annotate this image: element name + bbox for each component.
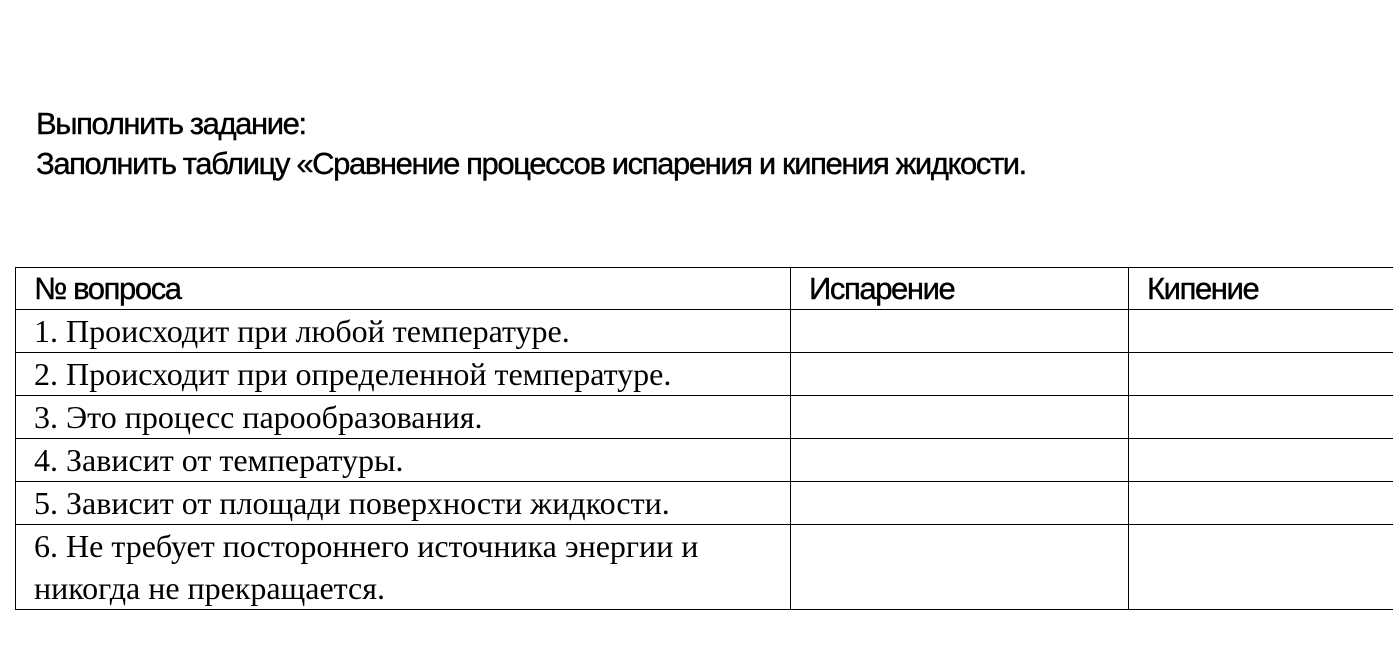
task-heading	[36, 104, 1026, 184]
task-title: Выполнить задание:	[36, 106, 306, 141]
boiling-cell	[1129, 353, 1393, 396]
evaporation-cell	[791, 525, 1129, 610]
table-row	[16, 396, 1393, 439]
question-cell: 5. Зависит от площади поверхности жидкости.	[16, 482, 791, 525]
evaporation-cell	[791, 482, 1129, 525]
header-boiling: Кипение	[1129, 268, 1393, 310]
evaporation-cell	[791, 353, 1129, 396]
evaporation-cell	[791, 310, 1129, 353]
table-row	[16, 482, 1393, 525]
table-row	[16, 525, 1393, 610]
evaporation-cell	[791, 396, 1129, 439]
table-row	[16, 310, 1393, 353]
boiling-cell	[1129, 310, 1393, 353]
question-cell: 2. Происходит при определенной температуре.	[16, 353, 791, 396]
comparison-table	[15, 267, 1393, 610]
boiling-cell	[1129, 396, 1393, 439]
table-header-row	[16, 268, 1393, 310]
table-row	[16, 353, 1393, 396]
question-cell: 3. Это процесс парообразования.	[16, 396, 791, 439]
evaporation-cell	[791, 439, 1129, 482]
question-cell: 1. Происходит при любой температуре.	[16, 310, 791, 353]
question-cell: 4. Зависит от температуры.	[16, 439, 791, 482]
boiling-cell	[1129, 439, 1393, 482]
header-question-number: № вопроса	[16, 268, 791, 310]
boiling-cell	[1129, 525, 1393, 610]
table-row	[16, 439, 1393, 482]
question-cell: 6. Не требует постороннего источника энергии и никогда не прекращается.	[16, 525, 791, 610]
boiling-cell	[1129, 482, 1393, 525]
header-evaporation: Испарение	[791, 268, 1129, 310]
task-instruction: Заполнить таблицу «Сравнение процессов испарения и кипения жидкости.	[36, 146, 1026, 181]
